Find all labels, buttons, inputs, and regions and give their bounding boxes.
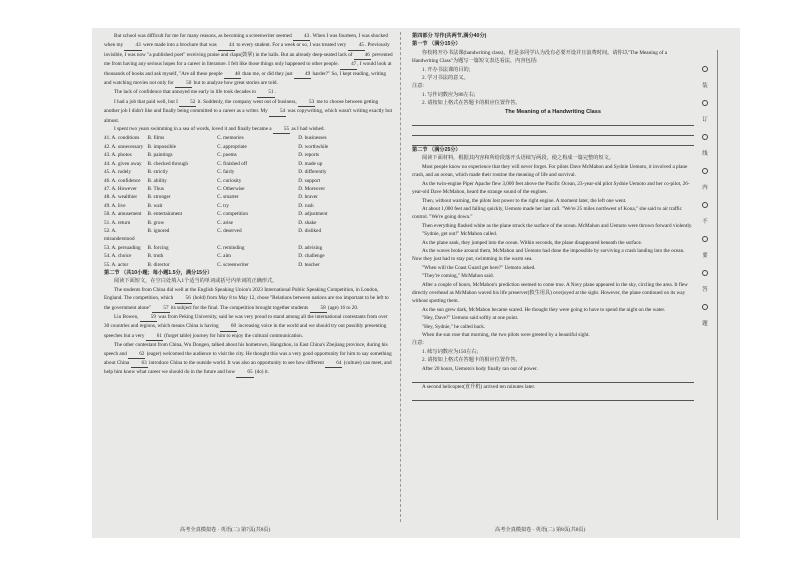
option: B. strictly [147,169,168,176]
option-row [104,193,394,201]
answer-line [412,126,694,136]
text-run: I had a job that paid well, but I [114,98,180,105]
passage-cloze [104,32,394,134]
blank: 56 [175,294,192,303]
option: C. appropriate [217,143,247,150]
option: D. teacher [298,261,320,268]
option: B. checked through [147,160,188,167]
text-run: me to choose between getting another job I didn't like and finally being committed to a career as a writer. My [104,98,379,115]
story-paragraph: As the waves broke around them, McMahon and Uemoto had done the impossible by surviving a crash landing into the ocean. Now they just had to stay put, swimming in the warm sea. [412,247,685,263]
option: C. deserved [217,227,242,234]
option: D. challenge [298,253,325,260]
blank: 49 [294,70,311,79]
binding-char: 内 [702,185,708,191]
blank: 65 [236,368,253,377]
note-1: 1. 续写词数应为150左右; [422,348,478,355]
passage-grammar-fill [104,286,394,378]
paragraph [104,125,394,134]
note-2: 2. 请按如上格式在答题卡的相应位置作答。 [422,357,521,364]
option: 45. A. rudely [104,169,132,176]
text-run: Liu Bowen, [114,314,140,320]
footer-page-7: 高考全真模拟卷 · 英语(二) 第7页(共8页) [180,527,271,533]
text-run: was from Peking University, said he was very proud to stand among all the international contestants from over 30 countries and regions, which means China is having [104,314,388,330]
option: C. arise [217,219,233,226]
option: D. disliked [298,227,322,234]
text-run: The other contestant from China, Wu Dongen, talked about his hometown, Hangzhou, in East China's Zhejiang province, during his speech and [104,342,388,357]
blank: 44 [218,41,235,50]
option: C. smarter [217,194,239,201]
text-run: it. Suddenly, the company went out of business, [196,98,298,105]
option-row [104,252,394,260]
option-row [104,168,394,176]
blank: 53 [298,98,315,107]
text-run: (culture) can meet, and help him know what career we should do in the future and how [104,360,392,376]
option: 53. A. persuading [104,244,141,251]
writing-section-2-instructions: 阅读下面材料，根据其内容和所给段落开头语续写两段，使之构成一篇完整的短文。 [422,155,614,162]
binding-char: 订 [702,117,708,123]
text-run: was copywriting, which wasn't writing exactly but almost. [104,108,393,124]
story-paragraph: As the sun grew dark, McMahon became scared. He thought they were going to have to spend the night on the water. [422,306,666,313]
option-row [104,227,394,244]
blank: 62 [128,350,145,359]
option: C. fairly [217,169,235,176]
text-run: (hold) from May 8 to May 12, chose "Relations between nations are too important to be left to the government alone" [104,295,389,311]
section-2-heading: 第二节 （共10小题；每小题1.5分，满分15分） [104,269,213,276]
option: B. films [147,135,165,142]
option: D. adjustment [298,211,328,218]
page-8 [412,32,694,401]
story-paragraph: At about 1,000 feet and falling quickly, Uemoto made her last call. "We're 25 miles northwest of Kona," she said to air traffic control. "We're going down." [412,205,682,221]
continuation-story [412,163,694,340]
option: 46. A. confidence [104,177,141,184]
option: C. try [217,202,229,209]
writing-point-1: 1. 开办书法课的目的; [422,66,471,73]
note-2: 2. 请按如上格式在答题卡的相应位置作答。 [422,100,521,107]
blank: 48 [224,70,241,79]
answer-line [412,373,694,383]
blank: 60 [220,322,237,331]
option: D. businesses [298,135,327,142]
option: B. director [147,261,170,268]
option: B. forcing [147,244,169,251]
binding-line [717,50,718,520]
blank: 43 [293,32,310,41]
option: 47. A. However [104,185,137,192]
writing-point-2: 2. 学习书法的意义。 [422,75,469,82]
option: D. differently [298,169,327,176]
option: D. rush [298,202,314,209]
footer-page-8: 高考全真模拟卷 · 英语(二) 第8页(共8页) [495,527,586,533]
text-run: (forget table) journey for him to enjoy the cultural communication. [162,332,304,339]
text-run: The students from China did well at the English Speaking Union's 2023 International Public Speaking Competition, in London, England. The competition, which [104,286,379,302]
cloze-options [104,134,394,269]
binding-circle [702,304,708,310]
binding-margin [700,60,710,332]
option-row [104,151,394,159]
essay-title: The Meaning of a Handwriting Class [504,108,602,115]
blank: 52 [179,98,196,107]
option: B. truth [147,253,164,260]
note-label: 注意: [412,83,424,90]
page-7 [104,32,394,378]
option-row [104,143,394,151]
text-run: (eager) welcomed the audience to visit the city. He thought this was a very good opportunity for him to say something about China [104,350,392,367]
option: 48. A. wealthier [104,194,138,201]
paragraph [104,313,394,341]
story-paragraph: Most people know no experience that they will never forget. For pilots Dave McMahon and Sydnie Uemoto, it involved a plane crash, and an ocean, which made their routine the meaning of life and survival. [412,163,688,179]
text-run: prevented me from having any serious hopes for a career in literature. I felt like those things only happened to other people. [104,51,393,68]
story-paragraph: As the twin-engine Piper Apache flew 3,000 feet above the Pacific Ocean, 23-year-old pilot Sydnie Uemoto and her co-pilot, 26-year-old Dave McMahon, heard the strange sound of the engines. [412,180,690,196]
story-paragraph: "Sydnie, get out!" McMahon called. [422,231,498,238]
paragraph [104,341,394,378]
text-run: increasing voice in the world and we should try out possibly presenting speeches but a very [104,323,387,339]
writing-section-1-text: 你校将开办书法课(handwriting class)，但是多同学认为没有必要开设并且浪费时间。请你以"The Meaning of a Handwriting Class"为题写一篇短文表达看法，内容包括: [412,49,668,65]
option: C. poems [217,152,237,159]
option: 42. A. unnecessary [104,143,144,150]
blank: 55 [273,125,290,134]
option: D. reports [298,152,320,159]
story-paragraph: After a couple of hours, McMahon's prediction seemed to come true. A Navy plane appeared in the sky, circling the area. It flew directly overhead as McMahon waved his life preserver(救生用具) overjoyed at the sight. However, the plane continued on its way without spotting them. [412,281,688,305]
paragraph-start-1: After 20 hours, Uemoto's body finally ran out of power. [422,365,538,372]
text-run: . When I was fourteen, I was shocked when my [104,33,388,49]
option: D. worthwhile [298,143,329,150]
binding-char: 题 [702,321,708,327]
option: 54. A. choice [104,253,132,260]
paragraph [104,88,394,97]
option: 44. A. given away [104,160,142,167]
option: 51. A. return [104,219,131,226]
text-run: . Previously invisible, I was now "a published poet" receiving praise and claps(鼓掌) in the halls. But an already deep-seated lack of [104,42,390,58]
option: C. finished off [217,160,248,167]
blank: 54 [269,107,286,116]
story-paragraph: "They're coming," McMahon said. [422,273,494,280]
blank: 51 [257,88,274,97]
option: D. braver [298,194,318,201]
option: C. reminding [217,244,245,251]
text-run: I spent two years swimming in a sea of words, loved it and finally became a [114,126,273,133]
option: B. wait [147,202,163,209]
note-1: 1. 写作词数应为80左右; [422,91,476,98]
answer-line [412,136,694,146]
text-run: , I would look at thousands of books and ask myself, "Are all these people [104,61,392,77]
text-run: were made into a brochure that was [141,42,218,49]
blank: 59 [140,313,157,322]
option: B. ignored [147,227,170,234]
text-run: (age) 16 to 20. [326,304,359,311]
text-run: (do) it. [253,369,269,376]
binding-char: 要 [702,253,708,259]
binding-char: 线 [702,151,708,157]
option: C. memories [217,135,244,142]
option-row [104,160,394,168]
blank: 57 [152,304,169,313]
option: 41. A. conditions [104,135,140,142]
option: 43. A. photos [104,152,132,159]
text-run: But school was difficult for me for many reasons, as becoming a screenwriter seemed [114,33,293,39]
binding-circle [702,202,708,208]
part-4-heading: 第四部分 写作(共两节,满分40分) [412,33,487,39]
binding-circle [702,270,708,276]
option-row [104,261,394,269]
story-paragraph: "Hey, Dave?" Uemoto said softly at one point. [422,315,519,322]
option: D. shake [298,219,317,226]
option: B. stronger [147,194,171,201]
story-paragraph: "When will the Coast Guard get here?" Uemoto asked. [422,264,536,271]
story-paragraph: Then everything flashed white as the plane struck the surface of the ocean. McMahon and Uemoto were thrown forward violently. [422,222,693,229]
blank: 58 [310,304,327,313]
option: 50. A. amusement [104,211,142,218]
text-run: as I had wished. [290,126,325,133]
text-run: harder?" So, I kept reading, writing and watching movies not only for [104,70,386,87]
text-run: introduce China to the outside world. It was also an opportunity to see how different [147,360,326,367]
blank: 61 [146,332,163,341]
story-paragraph: Then, without warning, the pilots lost power to the right engine. A moment later, the left one went. [422,197,627,204]
story-paragraph: "Hey, Sydnie," he called back. [422,323,486,330]
note-label: 注意: [412,340,424,347]
option: C. competition [217,211,248,218]
option-row [104,185,394,193]
writing-section-2-heading: 第二节 （满分25分） [412,147,461,154]
option: C. screenwriter [217,261,249,268]
option: 52. A. misunderstood [104,227,135,243]
story-paragraph: When the sun rose that morning, the two pilots were greeted by a beautiful sight. [422,332,590,338]
page-divider [400,32,401,522]
blank: 45 [348,41,365,50]
text-run: than me, or did they just [241,70,295,77]
text-run: to every student. For a week or so, I was treated very [235,42,348,49]
option: B. impossible [147,143,177,150]
binding-circle [702,66,708,72]
blank: 43 [124,41,141,50]
blank: 46 [354,51,371,60]
blank: 50 [175,79,192,88]
option-row [104,219,394,227]
option-row [104,244,394,252]
answer-line [412,391,694,401]
option: 55. A. actor [104,261,129,268]
writing-section-1-heading: 第一节 （满分15分） [412,41,461,48]
text-run: but to analyze how great stories are told. [192,80,278,87]
option: B. grow [147,219,165,226]
binding-circle [702,100,708,106]
binding-char: 不 [702,219,708,225]
option: B. entertainment [147,211,183,218]
option-row [104,202,394,210]
binding-circle [702,168,708,174]
option-row [104,177,394,185]
paragraph [104,98,394,125]
blank: 47 [340,60,357,69]
option: B. paintings [147,152,173,159]
option: C. curiosity [217,177,242,184]
option-row [104,210,394,218]
option-row [104,134,394,142]
answer-line [412,116,694,126]
option: B. Thus [147,185,164,192]
section-2-instructions: 阅读下面短文，在空白处填入1个适当的单词或括号内单词的正确形式。 [114,278,278,285]
paragraph-start-2: A second helicopter(直升机) arrived ten minutes later. [422,384,536,391]
binding-circle [702,236,708,242]
paragraph [104,32,394,88]
blank: 64 [325,359,342,368]
option: C. aim [217,253,231,260]
option: D. support [298,177,321,184]
text-run: its subject for the final. The competition brought together students [169,304,310,311]
option: C. Otherwise [217,185,245,192]
blank: 63 [131,359,148,368]
option: B. ability [147,177,167,184]
option: 49. A. live [104,202,126,209]
option: D. made up [298,160,323,167]
story-paragraph: As the plane sank, they jumped into the ocean. Within seconds, the plane disappeared beneath the surface. [422,239,643,246]
text-run: . [274,89,276,96]
binding-circle [702,134,708,140]
paragraph [104,286,394,313]
binding-char: 答 [702,287,708,293]
binding-char: 装 [702,83,708,89]
text-run: The lack of confidence that annoyed me early in life took decades to [114,89,258,96]
option: D. Moreover [298,185,326,192]
option: D. advising [298,244,323,251]
